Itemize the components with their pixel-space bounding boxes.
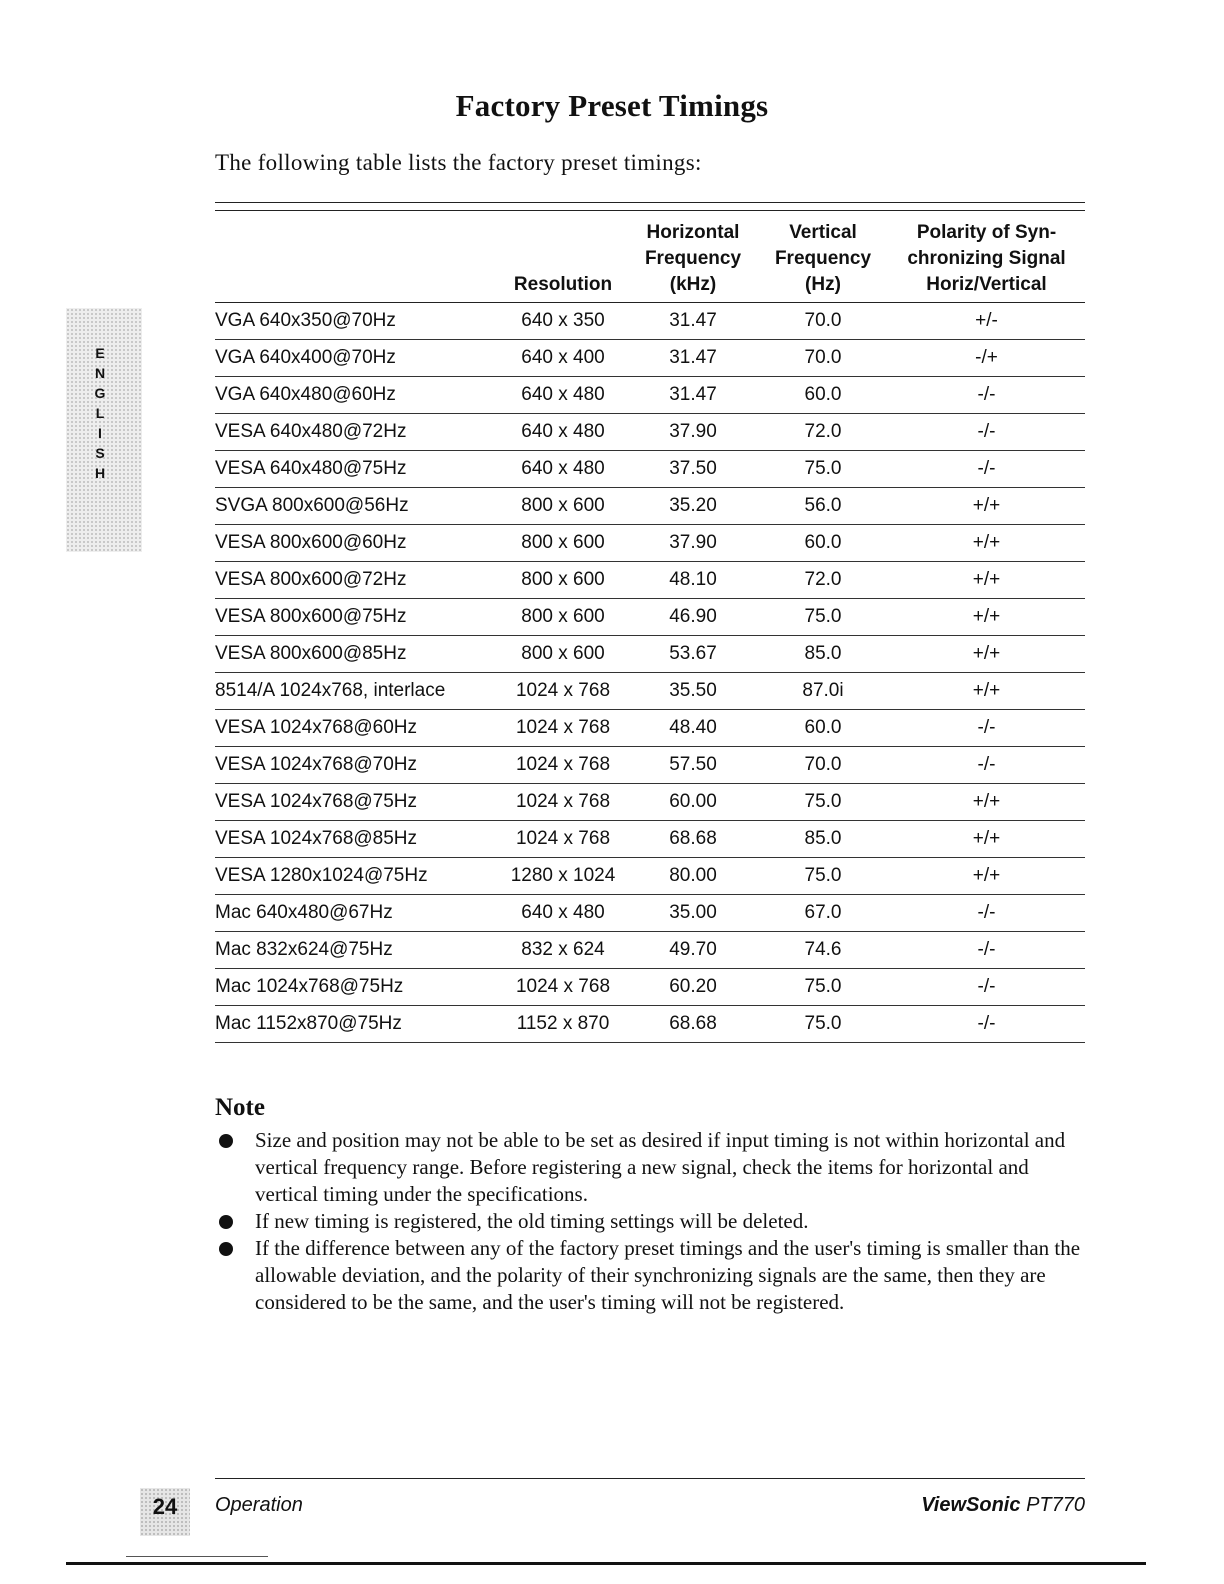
- cell-vertical-frequency: 85.0: [758, 636, 888, 673]
- cell-resolution: 1024 x 768: [498, 673, 628, 710]
- cell-horizontal-frequency: 60.20: [628, 969, 758, 1006]
- footer-divider: [215, 1478, 1085, 1479]
- cell-vertical-frequency: 75.0: [758, 1006, 888, 1043]
- cell-polarity: -/-: [888, 451, 1085, 488]
- cell-resolution: 832 x 624: [498, 932, 628, 969]
- header-line: Horiz/Vertical: [926, 274, 1047, 295]
- bottom-rule-short: [126, 1556, 268, 1557]
- cell-resolution: 640 x 480: [498, 414, 628, 451]
- note-text: If new timing is registered, the old timing settings will be deleted.: [255, 1209, 809, 1233]
- side-tab-letter: G: [94, 385, 106, 401]
- bottom-rule: [66, 1562, 1146, 1565]
- cell-resolution: 1024 x 768: [498, 784, 628, 821]
- footer-product-name: [921, 1494, 1085, 1517]
- bullet-icon: [219, 1215, 233, 1229]
- cell-polarity: +/+: [888, 525, 1085, 562]
- header-line: Polarity of Syn-: [916, 222, 1057, 243]
- cell-vertical-frequency: 60.0: [758, 525, 888, 562]
- header-vertical-frequency: [758, 220, 888, 303]
- header-polarity: [888, 220, 1085, 303]
- cell-horizontal-frequency: 37.90: [628, 414, 758, 451]
- table-row: [215, 673, 1085, 710]
- cell-vertical-frequency: 56.0: [758, 488, 888, 525]
- cell-horizontal-frequency: 80.00: [628, 858, 758, 895]
- note-text: If the difference between any of the factory preset timings and the user's timing is smaller than the allowable deviation, and the polarity of their synchronizing signals are the same, then they are considered to be the same, and the user's timing will not be registered.: [255, 1236, 1081, 1314]
- cell-mode: VESA 800x600@60Hz: [215, 525, 498, 562]
- timings-table-body: [215, 303, 1085, 1043]
- cell-mode: VESA 1024x768@85Hz: [215, 821, 498, 858]
- table-row: [215, 340, 1085, 377]
- cell-vertical-frequency: 60.0: [758, 377, 888, 414]
- cell-mode: VESA 1280x1024@75Hz: [215, 858, 498, 895]
- cell-vertical-frequency: 75.0: [758, 599, 888, 636]
- cell-polarity: -/-: [888, 377, 1085, 414]
- table-row: [215, 414, 1085, 451]
- header-line: (Hz): [805, 274, 841, 295]
- cell-resolution: 800 x 600: [498, 488, 628, 525]
- cell-mode: VESA 640x480@75Hz: [215, 451, 498, 488]
- table-row: [215, 636, 1085, 673]
- cell-horizontal-frequency: 35.00: [628, 895, 758, 932]
- cell-vertical-frequency: 87.0i: [758, 673, 888, 710]
- cell-resolution: 1280 x 1024: [498, 858, 628, 895]
- cell-vertical-frequency: 75.0: [758, 784, 888, 821]
- cell-polarity: -/-: [888, 895, 1085, 932]
- cell-polarity: +/+: [888, 636, 1085, 673]
- cell-polarity: -/-: [888, 932, 1085, 969]
- cell-polarity: -/-: [888, 414, 1085, 451]
- table-row: [215, 821, 1085, 858]
- cell-horizontal-frequency: 35.50: [628, 673, 758, 710]
- cell-resolution: 640 x 350: [498, 303, 628, 340]
- cell-horizontal-frequency: 60.00: [628, 784, 758, 821]
- side-tab-letter: L: [95, 405, 105, 421]
- cell-resolution: 800 x 600: [498, 599, 628, 636]
- cell-horizontal-frequency: 49.70: [628, 932, 758, 969]
- cell-resolution: 640 x 480: [498, 451, 628, 488]
- timings-table: [215, 220, 1085, 1043]
- cell-polarity: +/+: [888, 673, 1085, 710]
- table-header-row: [215, 220, 1085, 303]
- cell-mode: VESA 1024x768@70Hz: [215, 747, 498, 784]
- cell-horizontal-frequency: 48.40: [628, 710, 758, 747]
- cell-mode: Mac 832x624@75Hz: [215, 932, 498, 969]
- cell-resolution: 800 x 600: [498, 525, 628, 562]
- note-item: [215, 1127, 1085, 1208]
- footer-model: PT770: [1026, 1494, 1085, 1516]
- header-line: Vertical: [789, 222, 857, 243]
- note-heading: Note: [215, 1094, 265, 1121]
- cell-polarity: +/+: [888, 488, 1085, 525]
- cell-mode: VGA 640x480@60Hz: [215, 377, 498, 414]
- cell-mode: Mac 1024x768@75Hz: [215, 969, 498, 1006]
- cell-resolution: 1152 x 870: [498, 1006, 628, 1043]
- cell-mode: VGA 640x400@70Hz: [215, 340, 498, 377]
- footer-brand: ViewSonic: [921, 1494, 1021, 1516]
- cell-resolution: 800 x 600: [498, 562, 628, 599]
- cell-horizontal-frequency: 37.50: [628, 451, 758, 488]
- cell-vertical-frequency: 85.0: [758, 821, 888, 858]
- header-line: (kHz): [669, 274, 717, 295]
- cell-vertical-frequency: 75.0: [758, 451, 888, 488]
- table-row: [215, 599, 1085, 636]
- side-tab-letter: S: [95, 445, 105, 461]
- table-row: [215, 932, 1085, 969]
- note-item: [215, 1208, 1085, 1235]
- cell-horizontal-frequency: 31.47: [628, 377, 758, 414]
- table-row: [215, 710, 1085, 747]
- cell-mode: VESA 1024x768@60Hz: [215, 710, 498, 747]
- cell-horizontal-frequency: 37.90: [628, 525, 758, 562]
- note-list: [215, 1127, 1085, 1316]
- cell-mode: VESA 800x600@75Hz: [215, 599, 498, 636]
- footer-section-title: Operation: [215, 1494, 303, 1516]
- cell-polarity: +/+: [888, 858, 1085, 895]
- cell-vertical-frequency: 70.0: [758, 303, 888, 340]
- page-number: 24: [152, 1494, 178, 1519]
- cell-polarity: +/+: [888, 784, 1085, 821]
- table-row: [215, 1006, 1085, 1043]
- header-line: Frequency: [774, 248, 872, 269]
- cell-resolution: 640 x 480: [498, 895, 628, 932]
- cell-horizontal-frequency: 57.50: [628, 747, 758, 784]
- cell-mode: VESA 640x480@72Hz: [215, 414, 498, 451]
- cell-polarity: +/+: [888, 599, 1085, 636]
- header-horizontal-frequency: [628, 220, 758, 303]
- cell-resolution: 1024 x 768: [498, 969, 628, 1006]
- side-tab-letter: N: [94, 365, 106, 381]
- cell-vertical-frequency: 74.6: [758, 932, 888, 969]
- cell-mode: SVGA 800x600@56Hz: [215, 488, 498, 525]
- page-title: Factory Preset Timings: [455, 88, 769, 123]
- cell-polarity: -/-: [888, 1006, 1085, 1043]
- cell-mode: VESA 800x600@85Hz: [215, 636, 498, 673]
- table-row: [215, 858, 1085, 895]
- table-row: [215, 969, 1085, 1006]
- cell-mode: Mac 1152x870@75Hz: [215, 1006, 498, 1043]
- cell-horizontal-frequency: 46.90: [628, 599, 758, 636]
- table-row: [215, 377, 1085, 414]
- header-resolution: Resolution: [498, 220, 628, 303]
- cell-mode: Mac 640x480@67Hz: [215, 895, 498, 932]
- cell-vertical-frequency: 75.0: [758, 858, 888, 895]
- cell-polarity: +/+: [888, 562, 1085, 599]
- cell-polarity: -/-: [888, 969, 1085, 1006]
- note-item: [215, 1235, 1085, 1316]
- intro-text: The following table lists the factory preset timings:: [215, 150, 702, 175]
- cell-resolution: 640 x 480: [498, 377, 628, 414]
- cell-vertical-frequency: 70.0: [758, 747, 888, 784]
- cell-horizontal-frequency: 53.67: [628, 636, 758, 673]
- cell-polarity: -/-: [888, 710, 1085, 747]
- header-line: Horizontal: [646, 222, 740, 243]
- header-mode: [215, 220, 498, 303]
- table-row: [215, 747, 1085, 784]
- side-tab-letter: I: [98, 425, 102, 441]
- cell-resolution: 640 x 400: [498, 340, 628, 377]
- table-row: [215, 488, 1085, 525]
- bullet-icon: [219, 1134, 233, 1148]
- cell-horizontal-frequency: 48.10: [628, 562, 758, 599]
- cell-polarity: -/-: [888, 747, 1085, 784]
- cell-polarity: +/+: [888, 821, 1085, 858]
- cell-mode: VESA 800x600@72Hz: [215, 562, 498, 599]
- cell-vertical-frequency: 70.0: [758, 340, 888, 377]
- table-row: [215, 895, 1085, 932]
- cell-resolution: 1024 x 768: [498, 710, 628, 747]
- cell-resolution: 800 x 600: [498, 636, 628, 673]
- cell-resolution: 1024 x 768: [498, 821, 628, 858]
- cell-horizontal-frequency: 31.47: [628, 303, 758, 340]
- header-line: chronizing Signal: [907, 248, 1066, 269]
- cell-vertical-frequency: 75.0: [758, 969, 888, 1006]
- bullet-icon: [219, 1242, 233, 1256]
- cell-vertical-frequency: 67.0: [758, 895, 888, 932]
- table-row: [215, 525, 1085, 562]
- header-line: Frequency: [644, 248, 742, 269]
- table-row: [215, 784, 1085, 821]
- language-side-tab-letters: [88, 343, 112, 483]
- table-row: [215, 451, 1085, 488]
- cell-horizontal-frequency: 35.20: [628, 488, 758, 525]
- cell-horizontal-frequency: 68.68: [628, 1006, 758, 1043]
- cell-vertical-frequency: 72.0: [758, 562, 888, 599]
- side-tab-letter: E: [95, 345, 105, 361]
- cell-mode: 8514/A 1024x768, interlace: [215, 673, 498, 710]
- cell-mode: VGA 640x350@70Hz: [215, 303, 498, 340]
- cell-vertical-frequency: 72.0: [758, 414, 888, 451]
- timings-table-container: [215, 202, 1085, 1034]
- cell-vertical-frequency: 60.0: [758, 710, 888, 747]
- cell-horizontal-frequency: 68.68: [628, 821, 758, 858]
- cell-horizontal-frequency: 31.47: [628, 340, 758, 377]
- table-row: [215, 562, 1085, 599]
- note-text: Size and position may not be able to be set as desired if input timing is not within horizontal and vertical frequency range. Before registering a new signal, check the items for horizontal and vertical timing under the specifications.: [255, 1128, 1066, 1206]
- cell-polarity: -/+: [888, 340, 1085, 377]
- cell-mode: VESA 1024x768@75Hz: [215, 784, 498, 821]
- cell-polarity: +/-: [888, 303, 1085, 340]
- side-tab-letter: H: [94, 465, 106, 481]
- cell-resolution: 1024 x 768: [498, 747, 628, 784]
- table-row: [215, 303, 1085, 340]
